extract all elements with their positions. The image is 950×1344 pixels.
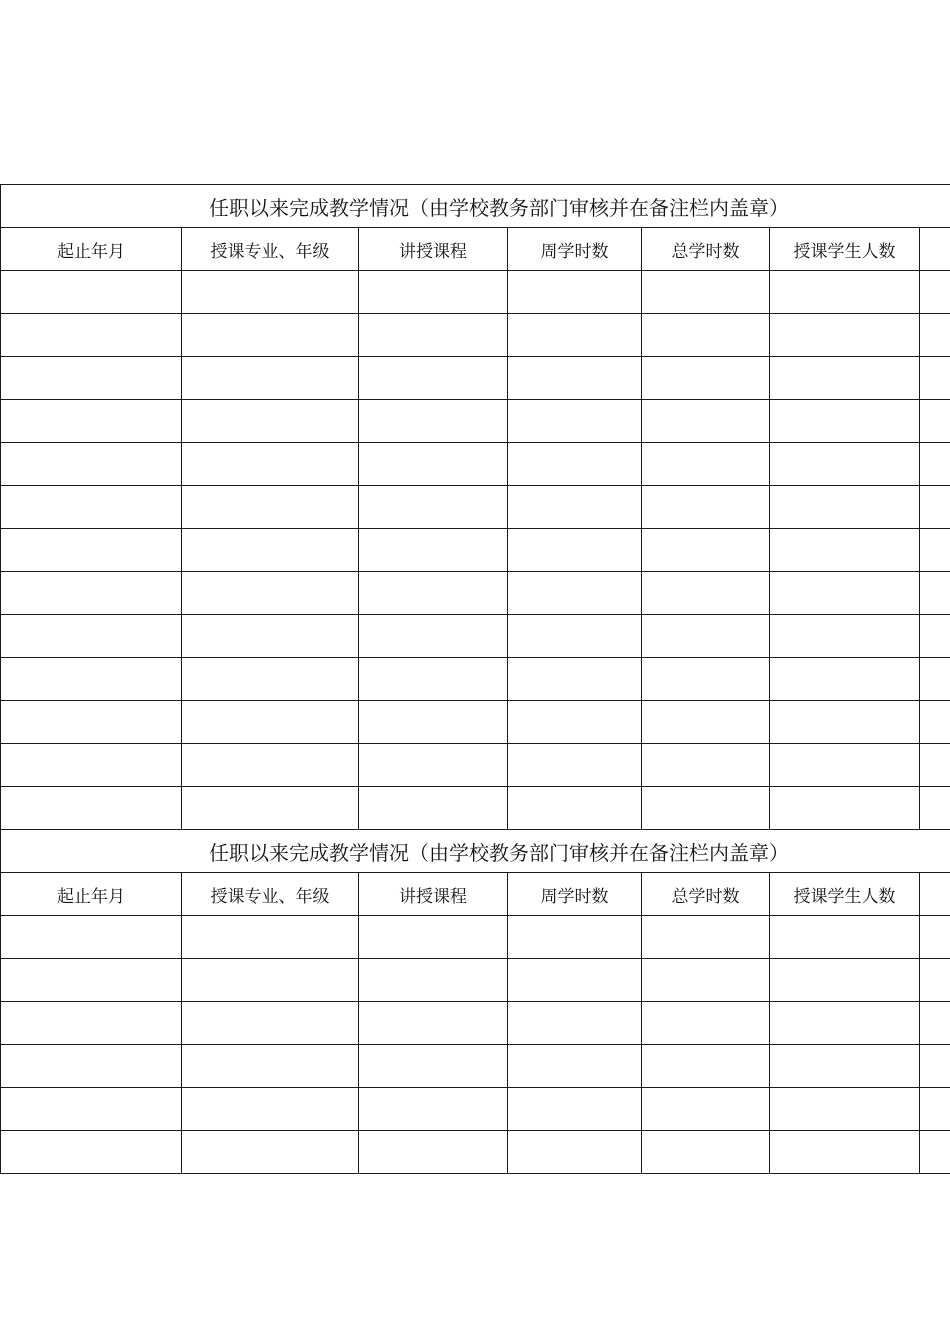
table-cell[interactable] — [508, 271, 642, 314]
table-cell[interactable] — [920, 486, 950, 529]
table-cell[interactable] — [359, 1088, 508, 1131]
table-cell[interactable] — [508, 1002, 642, 1045]
column-header: 周学时数 — [508, 873, 642, 916]
table-cell[interactable] — [642, 400, 770, 443]
table-cell[interactable] — [770, 400, 920, 443]
table-cell[interactable] — [359, 529, 508, 572]
table-cell[interactable] — [508, 486, 642, 529]
table-row — [1, 314, 950, 357]
table-cell[interactable] — [770, 1002, 920, 1045]
table-cell[interactable] — [182, 443, 359, 486]
table-cell[interactable] — [920, 744, 950, 787]
table-cell[interactable] — [182, 1131, 359, 1174]
table-cell[interactable] — [182, 1045, 359, 1088]
table-row — [1, 529, 950, 572]
table-cell[interactable] — [508, 787, 642, 830]
column-header: 授课专业、年级 — [182, 873, 359, 916]
table-cell[interactable] — [1, 443, 182, 486]
table-cell[interactable] — [920, 916, 950, 959]
table-cell[interactable] — [642, 959, 770, 1002]
table-cell[interactable] — [359, 1045, 508, 1088]
column-header: 讲授课程 — [359, 228, 508, 271]
table-cell[interactable] — [1, 744, 182, 787]
table-cell[interactable] — [359, 400, 508, 443]
table-cell[interactable] — [642, 615, 770, 658]
table-cell[interactable] — [359, 1002, 508, 1045]
table-cell[interactable] — [642, 701, 770, 744]
table-cell[interactable] — [182, 572, 359, 615]
column-header: 起止年月 — [1, 873, 182, 916]
column-header-row — [1, 228, 950, 271]
table-cell[interactable] — [920, 701, 950, 744]
table-cell[interactable] — [1, 572, 182, 615]
table-row — [1, 916, 950, 959]
table-cell[interactable] — [1, 1045, 182, 1088]
column-header: 授课学生人数 — [770, 873, 920, 916]
table-row — [1, 1045, 950, 1088]
table-cell[interactable] — [770, 529, 920, 572]
table-cell[interactable] — [1, 787, 182, 830]
table-cell[interactable] — [770, 572, 920, 615]
table-cell[interactable] — [182, 959, 359, 1002]
table-cell[interactable] — [359, 486, 508, 529]
table-cell[interactable] — [920, 615, 950, 658]
section-title-row — [1, 185, 950, 228]
section-title: 任职以来完成教学情况（由学校教务部门审核并在备注栏内盖章） — [1, 185, 950, 228]
table-cell[interactable] — [920, 1045, 950, 1088]
column-header: 总学时数 — [642, 228, 770, 271]
table-cell[interactable] — [1, 357, 182, 400]
table-cell[interactable] — [920, 314, 950, 357]
table-cell[interactable] — [508, 400, 642, 443]
table-cell[interactable] — [508, 701, 642, 744]
column-header: 讲授课程 — [359, 873, 508, 916]
table-cell[interactable] — [1, 1131, 182, 1174]
table-cell[interactable] — [920, 787, 950, 830]
table-cell[interactable] — [642, 314, 770, 357]
table-cell[interactable] — [182, 486, 359, 529]
table-cell[interactable] — [920, 271, 950, 314]
table-cell[interactable] — [359, 701, 508, 744]
table-cell[interactable] — [359, 443, 508, 486]
table-cell[interactable] — [1, 959, 182, 1002]
table-cell[interactable] — [182, 744, 359, 787]
table-cell[interactable] — [642, 443, 770, 486]
table-cell[interactable] — [770, 314, 920, 357]
table-cell[interactable] — [508, 1131, 642, 1174]
table-row — [1, 615, 950, 658]
table-cell[interactable] — [920, 1088, 950, 1131]
table-cell[interactable] — [1, 314, 182, 357]
table-row — [1, 400, 950, 443]
table-cell[interactable] — [920, 1002, 950, 1045]
table-cell[interactable] — [770, 658, 920, 701]
column-header: 授课学生人数 — [770, 228, 920, 271]
table-cell[interactable] — [182, 314, 359, 357]
column-header: 起止年月 — [1, 228, 182, 271]
section-title: 任职以来完成教学情况（由学校教务部门审核并在备注栏内盖章） — [1, 830, 950, 873]
table-cell[interactable] — [770, 959, 920, 1002]
teaching-record-table — [0, 184, 950, 1174]
table-cell[interactable] — [642, 916, 770, 959]
table-cell[interactable] — [359, 572, 508, 615]
table-cell[interactable] — [642, 1131, 770, 1174]
table-cell[interactable] — [359, 658, 508, 701]
table-cell[interactable] — [1, 701, 182, 744]
table-cell[interactable] — [182, 271, 359, 314]
table-cell[interactable] — [1, 400, 182, 443]
table-row — [1, 1131, 950, 1174]
table-cell[interactable] — [920, 572, 950, 615]
table-cell[interactable] — [1, 916, 182, 959]
table-cell[interactable] — [508, 443, 642, 486]
table-cell[interactable] — [508, 959, 642, 1002]
table-cell[interactable] — [1, 486, 182, 529]
table-cell[interactable] — [508, 916, 642, 959]
table-cell[interactable] — [508, 1088, 642, 1131]
table-cell[interactable] — [1, 529, 182, 572]
table-cell[interactable] — [508, 744, 642, 787]
table-cell[interactable] — [359, 357, 508, 400]
column-header: 授课专业、年级 — [182, 228, 359, 271]
table-cell[interactable] — [920, 443, 950, 486]
table-cell[interactable] — [770, 1088, 920, 1131]
table-cell[interactable] — [182, 658, 359, 701]
table-row — [1, 787, 950, 830]
table-cell[interactable] — [642, 1045, 770, 1088]
table-cell[interactable] — [182, 916, 359, 959]
table-cell[interactable] — [182, 357, 359, 400]
table-row — [1, 271, 950, 314]
table-cell[interactable] — [1, 271, 182, 314]
table-row — [1, 486, 950, 529]
column-header: 周学时数 — [508, 228, 642, 271]
table-cell[interactable] — [642, 1002, 770, 1045]
table-cell[interactable] — [770, 1131, 920, 1174]
table-cell[interactable] — [770, 357, 920, 400]
table-cell[interactable] — [920, 1131, 950, 1174]
table-cell[interactable] — [642, 787, 770, 830]
table-cell[interactable] — [1, 658, 182, 701]
table-cell[interactable] — [642, 486, 770, 529]
table-cell[interactable] — [770, 486, 920, 529]
table-cell[interactable] — [182, 1088, 359, 1131]
table-cell[interactable] — [508, 1045, 642, 1088]
table-cell[interactable] — [770, 1045, 920, 1088]
table-cell[interactable] — [770, 271, 920, 314]
section-title-row — [1, 830, 950, 873]
table-cell[interactable] — [770, 787, 920, 830]
table-row — [1, 744, 950, 787]
column-header: 总学时数 — [642, 873, 770, 916]
table-cell[interactable] — [359, 1131, 508, 1174]
table-cell[interactable] — [1, 1088, 182, 1131]
table-row — [1, 701, 950, 744]
table-cell[interactable] — [770, 744, 920, 787]
column-header-row — [1, 873, 950, 916]
table-cell[interactable] — [359, 916, 508, 959]
table-cell[interactable] — [508, 572, 642, 615]
table-row — [1, 357, 950, 400]
table-cell[interactable] — [770, 916, 920, 959]
table-cell[interactable] — [642, 357, 770, 400]
table-cell[interactable] — [642, 572, 770, 615]
table-cell[interactable] — [182, 787, 359, 830]
table-cell[interactable] — [642, 271, 770, 314]
table-cell[interactable] — [508, 615, 642, 658]
table-cell[interactable] — [920, 658, 950, 701]
table-cell[interactable] — [770, 615, 920, 658]
table-cell[interactable] — [920, 529, 950, 572]
table-cell[interactable] — [920, 959, 950, 1002]
table-cell[interactable] — [642, 529, 770, 572]
table-row — [1, 658, 950, 701]
table-row — [1, 959, 950, 1002]
table-row — [1, 1002, 950, 1045]
table-row — [1, 1088, 950, 1131]
column-header — [920, 873, 950, 916]
table-cell[interactable] — [508, 658, 642, 701]
table-cell[interactable] — [182, 400, 359, 443]
table-cell[interactable] — [770, 443, 920, 486]
column-header — [920, 228, 950, 271]
table-cell[interactable] — [182, 615, 359, 658]
table-cell[interactable] — [182, 701, 359, 744]
table-cell[interactable] — [359, 959, 508, 1002]
table-cell[interactable] — [359, 787, 508, 830]
table-cell[interactable] — [508, 357, 642, 400]
table-row — [1, 443, 950, 486]
table-cell[interactable] — [642, 744, 770, 787]
table-cell[interactable] — [359, 314, 508, 357]
table-cell[interactable] — [359, 744, 508, 787]
table-cell[interactable] — [642, 658, 770, 701]
table-cell[interactable] — [642, 1088, 770, 1131]
table-row — [1, 572, 950, 615]
table-cell[interactable] — [1, 1002, 182, 1045]
table-cell[interactable] — [359, 615, 508, 658]
table-cell[interactable] — [182, 529, 359, 572]
table-cell[interactable] — [1, 615, 182, 658]
table-cell[interactable] — [359, 271, 508, 314]
table-cell[interactable] — [770, 701, 920, 744]
table-cell[interactable] — [508, 314, 642, 357]
table-cell[interactable] — [920, 357, 950, 400]
table-cell[interactable] — [920, 400, 950, 443]
table-cell[interactable] — [508, 529, 642, 572]
table-cell[interactable] — [182, 1002, 359, 1045]
